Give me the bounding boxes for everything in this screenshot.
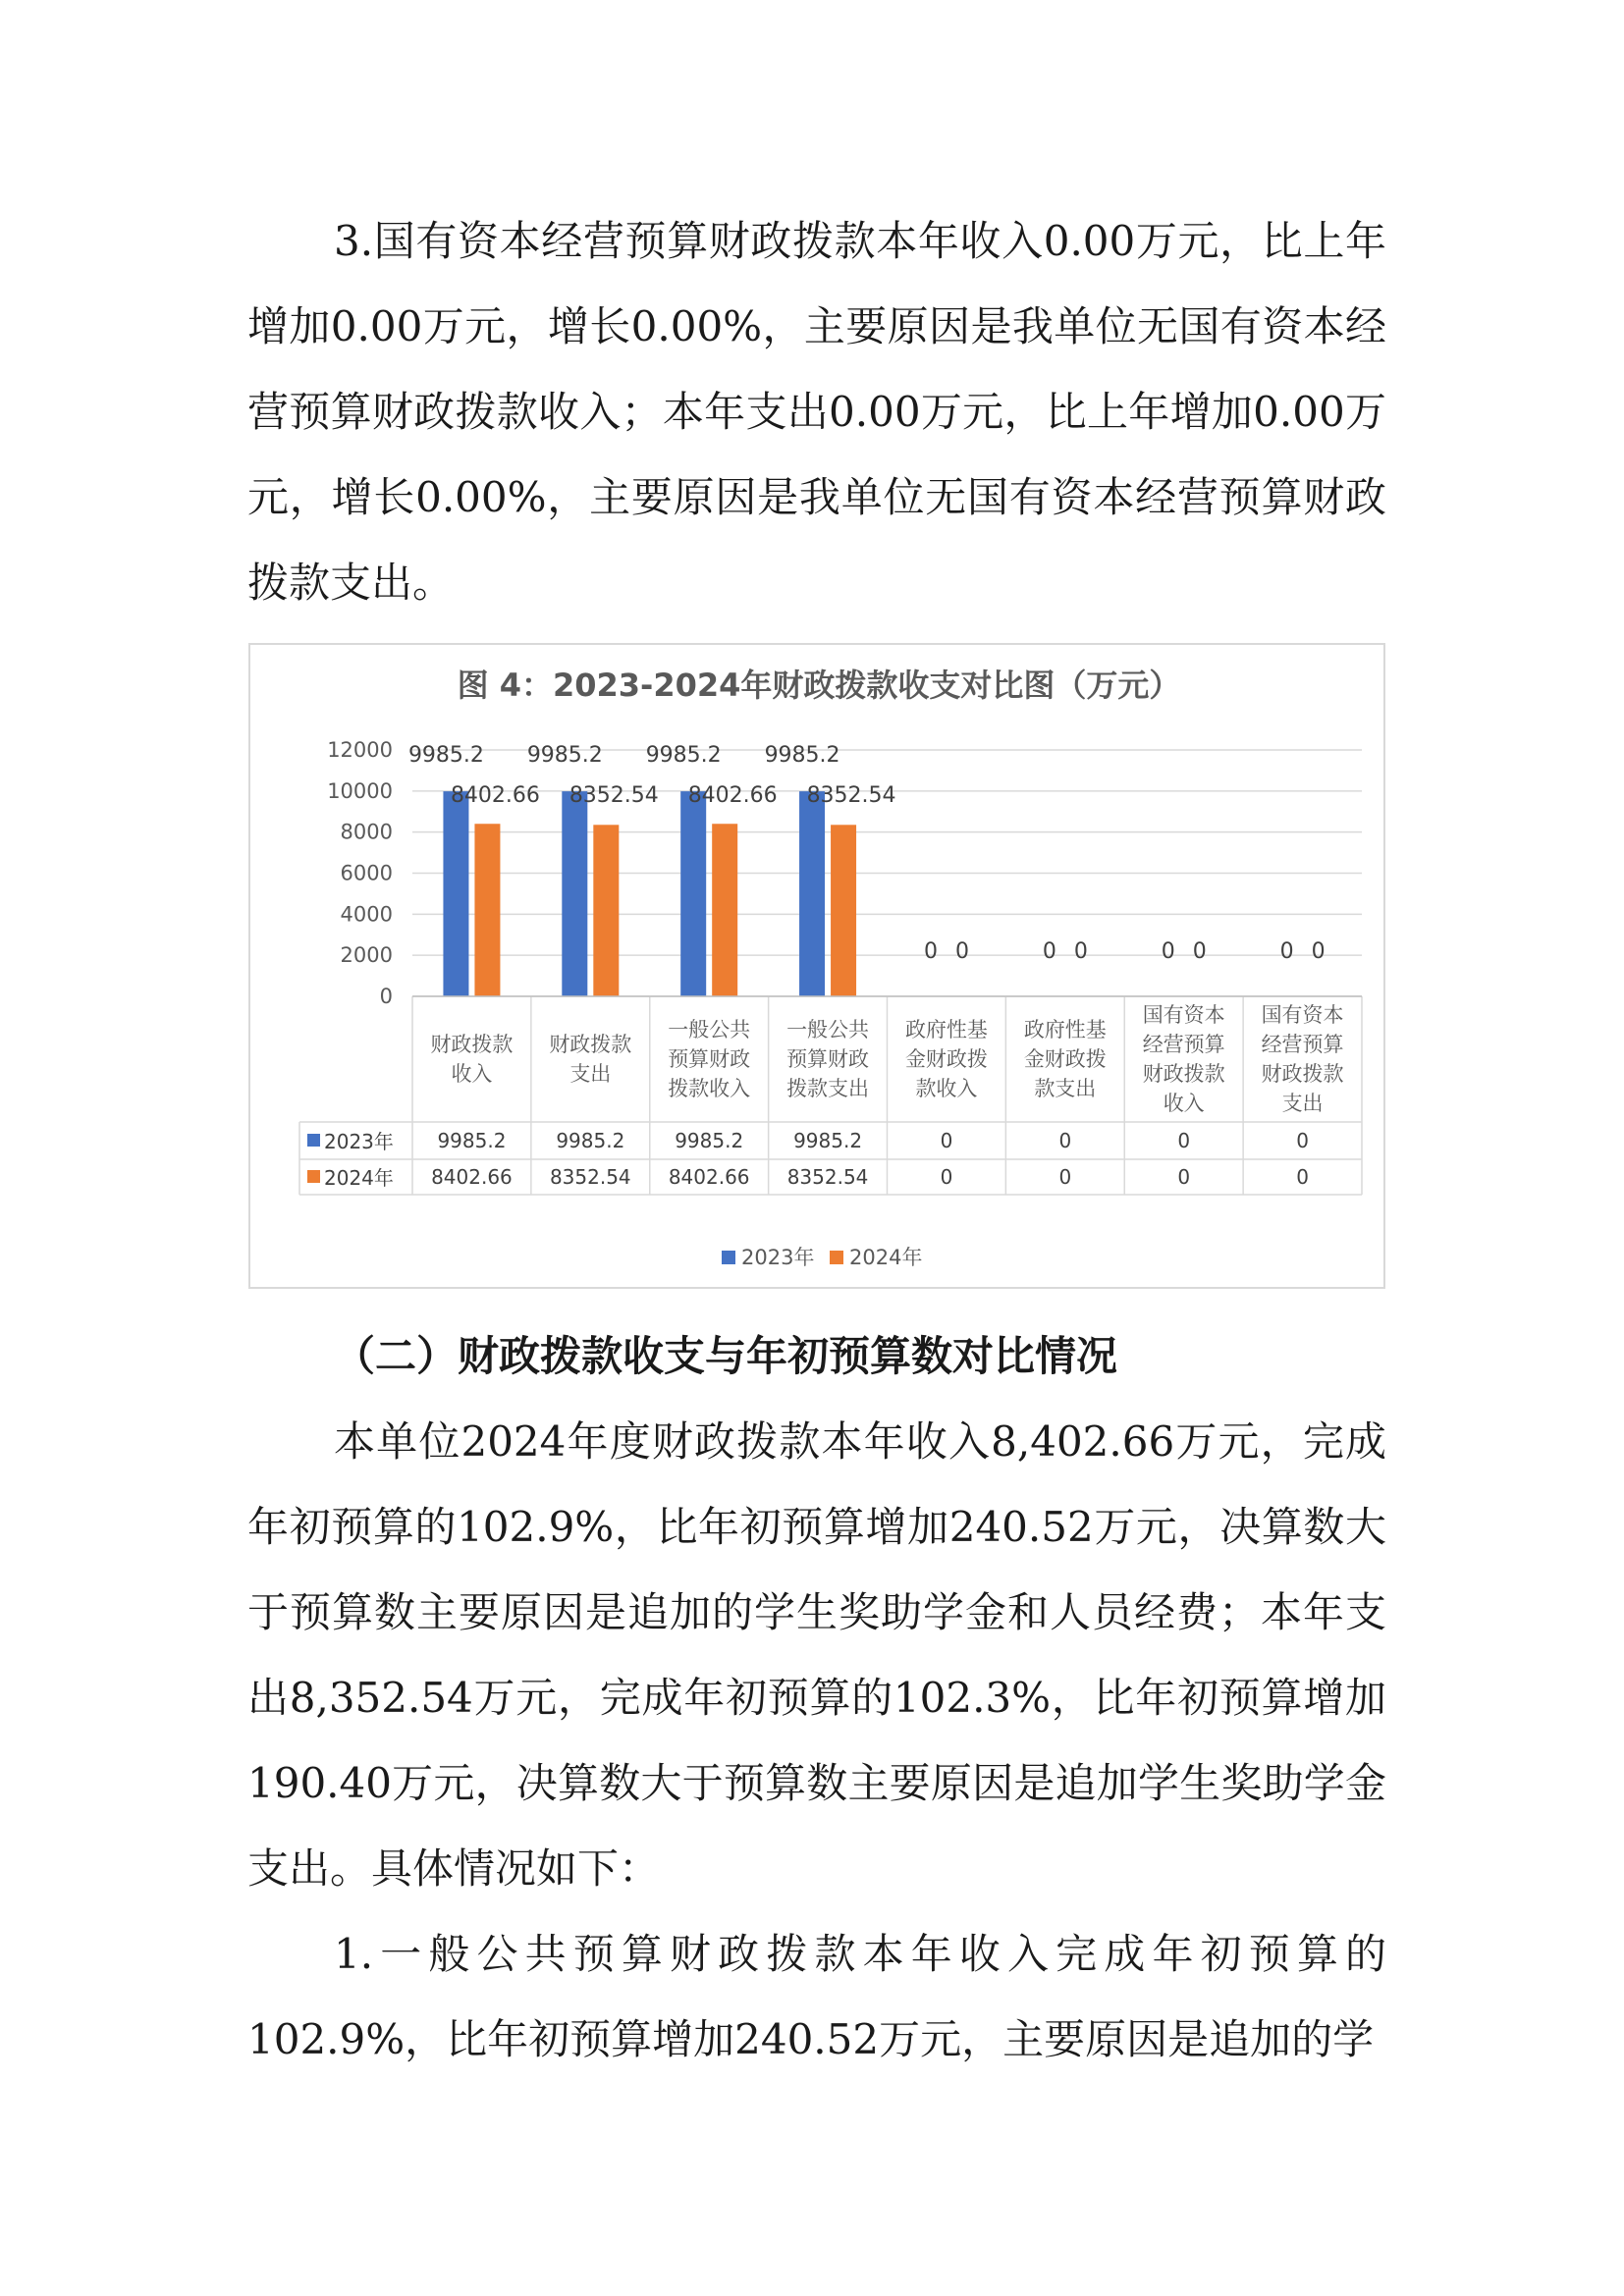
section-heading: （二）财政拨款收支与年初预算数对比情况: [334, 1332, 1118, 1380]
paragraph-state-capital: 3.国有资本经营预算财政拨款本年收入0.00万元，比上年增加0.00万元，增长0.00%，主要原因是我单位无国有资本经营预算财政拨款收入；本年支出0.00万元，比上年增加0.00万元，增长0.00%，主要原因是我单位无国有资本经营预算财政拨款支出。: [247, 217, 1386, 607]
category-label: 金财政拨: [904, 1047, 988, 1071]
category-label: 财政拨款: [1142, 1062, 1225, 1086]
category-label: 拨款支出: [786, 1077, 870, 1100]
table-cell: 8352.54: [786, 1165, 869, 1189]
data-label: 8352.54: [568, 783, 659, 808]
bar-2023年: [680, 791, 706, 996]
category-label: 款收入: [915, 1077, 978, 1100]
table-cell: 0: [1058, 1165, 1072, 1189]
paragraph-general-budget: 1.一般公共预算财政拨款本年收入完成年初预算的102.9%，比年初预算增加240.52万元，主要原因是追加的学: [247, 1930, 1386, 2063]
data-label: 9985.2: [764, 743, 840, 768]
table-cell: 9985.2: [793, 1129, 863, 1152]
category-label: 收入: [1163, 1092, 1205, 1115]
bar-2023年: [443, 791, 468, 996]
category-label: 预算财政: [668, 1047, 751, 1071]
bar-2024年: [593, 825, 619, 996]
data-label: 8402.66: [687, 783, 778, 808]
category-label: 政府性基: [1023, 1018, 1107, 1041]
data-label: 0: [923, 939, 938, 964]
table-legend-key: [307, 1170, 320, 1183]
category-label: 金财政拨: [1023, 1047, 1107, 1071]
data-label: 0: [1311, 939, 1326, 964]
category-label: 收入: [451, 1062, 493, 1086]
table-cell: 0: [1296, 1165, 1309, 1189]
y-tick-label: 2000: [340, 943, 393, 968]
legend-key: [722, 1251, 735, 1264]
data-label: 9985.2: [407, 743, 484, 768]
bar-2024年: [831, 825, 856, 996]
legend-key: [830, 1251, 843, 1264]
category-label: 预算财政: [786, 1047, 870, 1071]
data-label: 9985.2: [645, 743, 722, 768]
category-label: 财政拨款: [1261, 1062, 1344, 1086]
table-legend-key: [307, 1134, 320, 1147]
table-cell: 0: [1296, 1129, 1309, 1152]
table-cell: 9985.2: [675, 1129, 744, 1152]
category-label: 国有资本: [1142, 1003, 1225, 1027]
table-cell: 8402.66: [431, 1165, 513, 1189]
data-label: 8402.66: [450, 783, 540, 808]
data-label: 0: [1042, 939, 1056, 964]
bar-2023年: [562, 791, 587, 996]
category-label: 支出: [1281, 1092, 1324, 1115]
y-tick-label: 12000: [327, 738, 393, 762]
category-label: 一般公共: [786, 1018, 870, 1041]
table-cell: 0: [940, 1129, 953, 1152]
table-cell: 9985.2: [556, 1129, 625, 1152]
data-label: 0: [1073, 939, 1088, 964]
category-label: 财政拨款: [549, 1033, 632, 1056]
legend-label: 2023年: [741, 1246, 815, 1269]
category-label: 一般公共: [668, 1018, 751, 1041]
table-cell: 0: [940, 1165, 953, 1189]
category-label: 经营预算: [1261, 1033, 1344, 1056]
category-label: 政府性基: [904, 1018, 988, 1041]
category-label: 支出: [569, 1062, 612, 1086]
data-label: 0: [1279, 939, 1294, 964]
category-label: 经营预算: [1142, 1033, 1225, 1056]
data-label: 0: [1192, 939, 1207, 964]
y-tick-label: 10000: [327, 778, 393, 803]
table-cell: 8352.54: [549, 1165, 631, 1189]
table-cell: 0: [1177, 1165, 1191, 1189]
table-cell: 8402.66: [668, 1165, 750, 1189]
data-label: 9985.2: [526, 743, 603, 768]
bar-2024年: [712, 824, 737, 996]
table-cell: 0: [1058, 1129, 1072, 1152]
category-label: 拨款收入: [668, 1077, 751, 1100]
y-tick-label: 8000: [340, 820, 393, 844]
table-cell: 9985.2: [437, 1129, 507, 1152]
data-label: 0: [1161, 939, 1175, 964]
data-label: 0: [954, 939, 969, 964]
y-tick-label: 6000: [340, 861, 393, 885]
data-label: 8352.54: [806, 783, 896, 808]
fiscal-appropriation-chart: [248, 643, 1385, 1289]
table-row-header: 2024年: [324, 1166, 394, 1190]
category-label: 款支出: [1034, 1077, 1097, 1100]
category-label: 国有资本: [1261, 1003, 1344, 1027]
y-tick-label: 0: [379, 985, 393, 1008]
bar-2023年: [799, 791, 825, 996]
y-tick-label: 4000: [340, 902, 393, 927]
chart-title: 图 4：2023-2024年财政拨款收支对比图（万元）: [457, 667, 1181, 704]
table-cell: 0: [1177, 1129, 1191, 1152]
paragraph-budget-comparison: 本单位2024年度财政拨款本年收入8,402.66万元，完成年初预算的102.9%，比年初预算增加240.52万元，决算数大于预算数主要原因是追加的学生奖助学金和人员经费；本年支出8,352.54万元，完成年初预算的102.3%，比年初预算增加190.40万元，决算数大于预算数主要原因是追加学生奖助学金支出。具体情况如下：: [247, 1417, 1386, 1893]
category-label: 财政拨款: [430, 1033, 514, 1056]
legend-label: 2024年: [849, 1246, 923, 1269]
table-row-header: 2023年: [324, 1130, 394, 1153]
bar-2024年: [474, 824, 500, 996]
